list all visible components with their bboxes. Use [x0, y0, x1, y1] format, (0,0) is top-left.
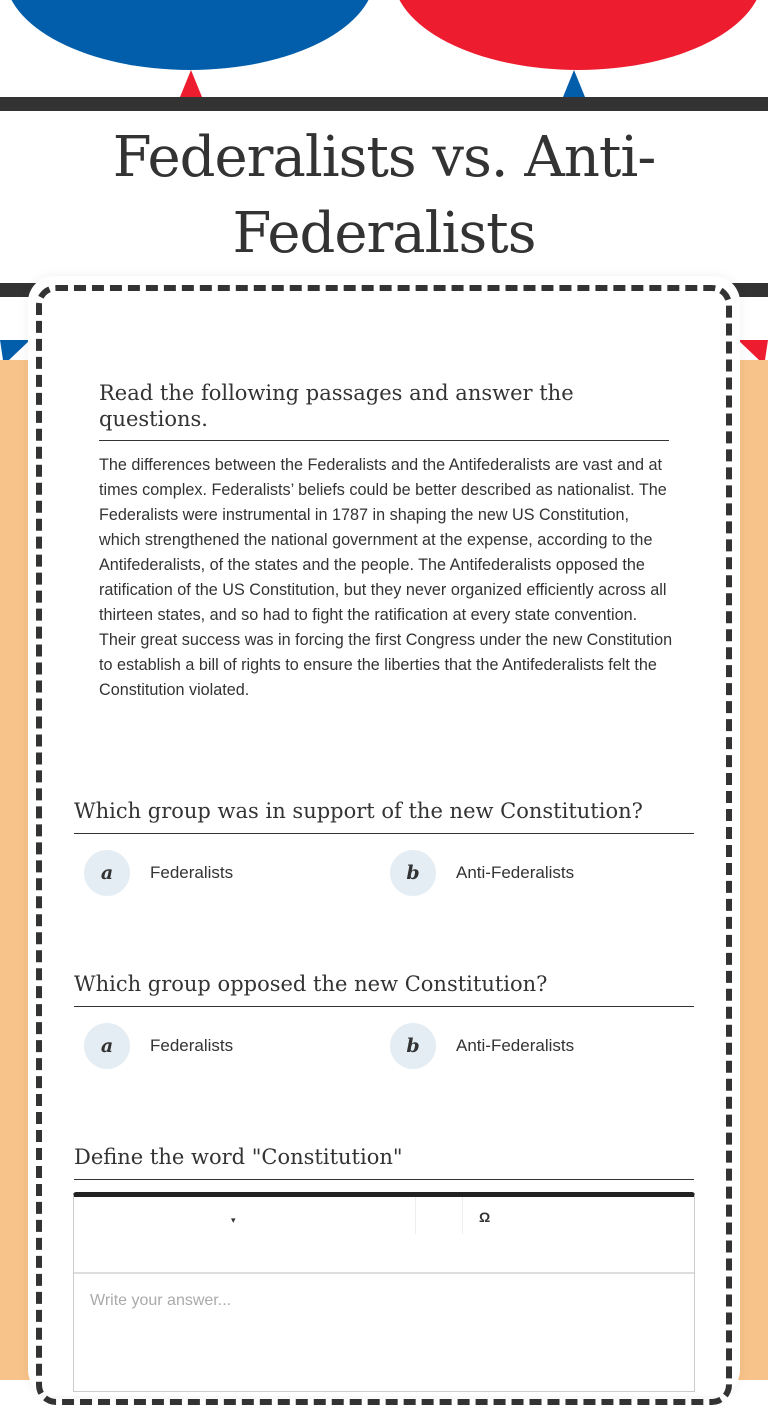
toolbar-separator [462, 1197, 463, 1234]
option-letter: a [84, 1023, 130, 1069]
editor-toolbar [74, 1197, 694, 1274]
red-decoration [738, 340, 768, 360]
option-letter: b [390, 1023, 436, 1069]
option-label: Anti-Federalists [456, 863, 575, 882]
blue-decoration [0, 340, 30, 360]
dropdown-arrow-icon[interactable]: ▾ [231, 1215, 236, 1225]
balloon-knot [180, 70, 202, 97]
option-letter: b [390, 850, 436, 896]
divider-bar [0, 97, 768, 111]
option-a[interactable] [84, 850, 233, 896]
question-1: Which group was in support of the new Constitution? [74, 797, 694, 834]
option-label: Federalists [150, 1036, 234, 1055]
question-2: Which group opposed the new Constitution? [74, 970, 694, 1007]
page-title: Federalists vs. Anti-Federalists [112, 125, 656, 266]
option-a[interactable] [84, 1023, 233, 1069]
option-label: Anti-Federalists [456, 1036, 575, 1055]
blue-balloon [5, 0, 375, 70]
option-b[interactable] [390, 1023, 574, 1069]
option-letter: a [84, 850, 130, 896]
balloon-knot [563, 70, 585, 97]
answer-input[interactable]: Write your answer... [90, 1292, 232, 1309]
question-3: Define the word "Constitution" [74, 1143, 694, 1180]
red-balloon [393, 0, 763, 70]
special-character-icon[interactable]: Ω [479, 1209, 491, 1225]
header-banner [0, 0, 768, 97]
answer-editor [73, 1192, 695, 1392]
option-b[interactable] [390, 850, 574, 896]
passage-text: The differences between the Federalists and the Antifederalists are vast and at times complex. Federalists’ beliefs could be better described as nationalist. The Federalists were instrumental in 1787 in shaping the new US Constitution, which strengthened the national government at the expense, according to the Antifederalists, of the states and the people. The Antifederalists opposed the ratification of the US Constitution, but they never organized efficiently across all thirteen states, and so had to fight the ratification at every state convention. Their great success was in forcing the first Congress under the new Constitution to establish a bill of rights to ensure the liberties that the Antifederalists felt the Constitution violated. [99, 456, 673, 699]
option-label: Federalists [150, 863, 234, 882]
passage-heading: Read the following passages and answer the questions. [99, 380, 669, 441]
toolbar-separator [415, 1197, 416, 1234]
